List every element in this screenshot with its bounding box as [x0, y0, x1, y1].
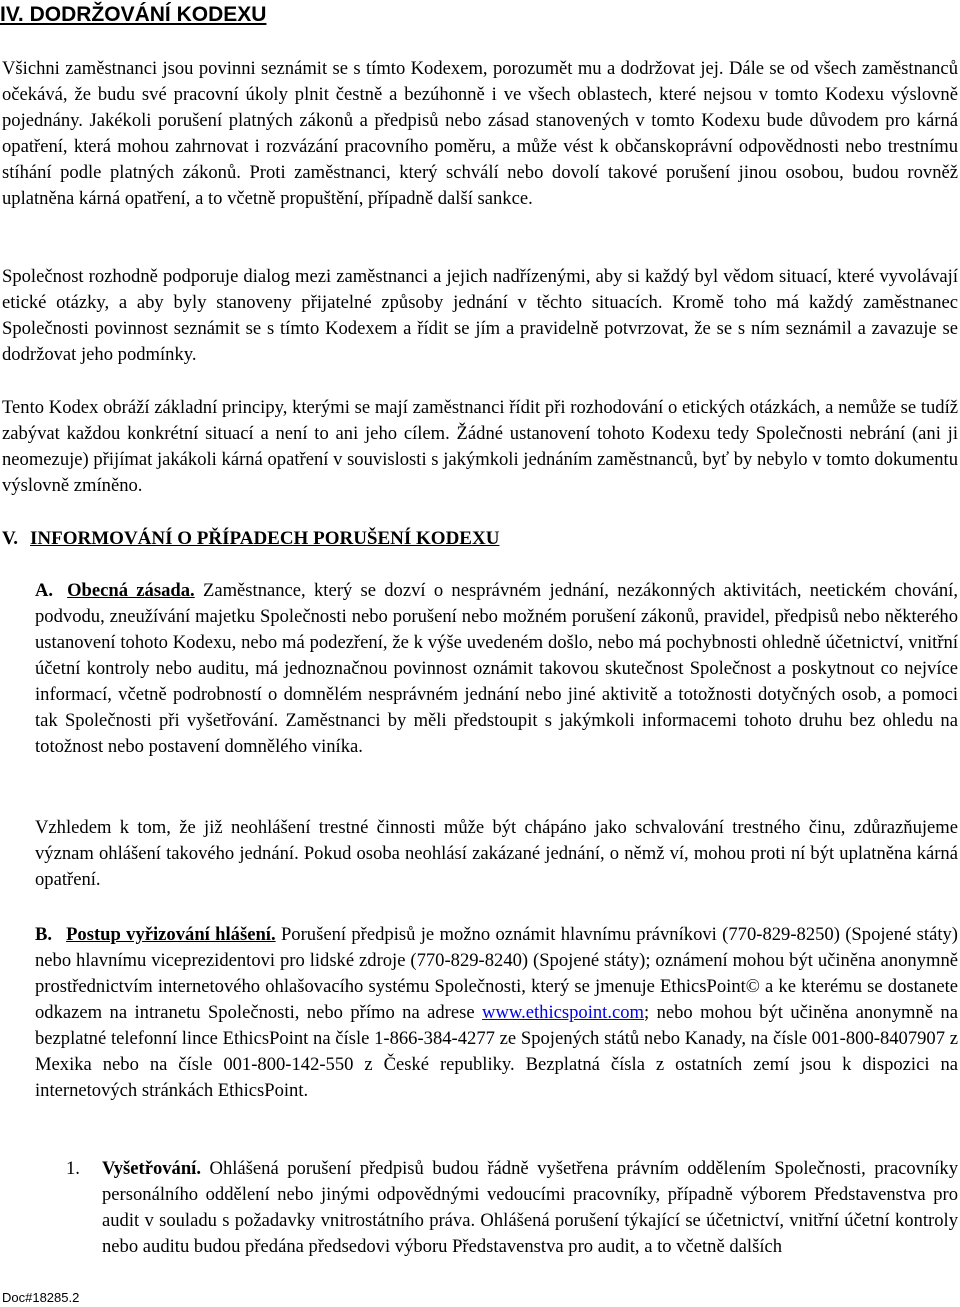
- ethicspoint-link[interactable]: www.ethicspoint.com: [482, 1002, 644, 1023]
- subsection-b-label: B.: [35, 924, 53, 945]
- subsection-a-title: Obecná zásada.: [67, 580, 195, 601]
- list-item-text: Ohlášená porušení předpisů budou řádně vyšetřena právním oddělením Společnosti, pracovníky personálního oddělení nebo jinými odpovědnými vedoucími pracovníky, případně výborem Představenstva pro audit v souladu s požadavky vnitrostátního práva. Ohlášená porušení týkající se účetnictví, vnitřní účetní kontroly nebo auditu budou předána předsedovi výboru Představenstva pro audit, a to včetně dalších: [102, 1158, 958, 1257]
- subsection-a: [35, 578, 958, 760]
- section-v-title: INFORMOVÁNÍ O PŘÍPADECH PORUŠENÍ KODEXU: [30, 528, 500, 549]
- list-item-number: 1.: [66, 1158, 80, 1179]
- document-id: Doc#18285.2: [2, 1290, 80, 1305]
- subsection-b-title: Postup vyřizování hlášení.: [66, 924, 276, 945]
- subsection-b-text-1: Porušení předpisů je možno oznámit hlavnímu právníkovi (770-829-8250) (Spojené státy) nebo hlavnímu viceprezidentovi pro lidské zdroje (770-829-8240) (Spojené státy); oznámení mohou být učiněna anonymně prostřednictvím internetového ohlašovacího systému Společnosti, který se jmenuje EthicsPoint© a ke kterému se dostanete odkazem na intranetu Společnosti, nebo přímo na adrese: [35, 924, 958, 1023]
- subsection-b: [35, 922, 958, 1104]
- list-item-body: [102, 1156, 958, 1260]
- subsection-a-label: A.: [35, 580, 54, 601]
- section-iv-heading: IV. DODRŽOVÁNÍ KODEXU: [0, 3, 267, 26]
- section-v-number: V.: [2, 528, 19, 549]
- paragraph-compliance-1: Všichni zaměstnanci jsou povinni seznámit se s tímto Kodexem, porozumět mu a dodržovat jej. Dále se od všech zaměstnanců očekává, že budu své pracovní úkoly plnit čestně a bezúhonně i ve všech oblastech, které nejsou v tomto Kodexu výslovně pojednány. Jakékoli porušení platných zákonů a předpisů nebo zásad stanovených v tomto Kodexu bude důvodem pro kárná opatření, která mohou zahrnovat i rozvázání pracovního poměru, a může vést k občanskoprávní odpovědnosti nebo trestnímu stíhání podle platných zákonů. Proti zaměstnanci, který schválí nebo dovolí takové porušení jinou osobou, budou rovněž uplatněna kárná opatření, a to včetně propuštění, případně další sankce.: [2, 58, 958, 209]
- paragraph-compliance-2: Společnost rozhodně podporuje dialog mezi zaměstnanci a jejich nadřízenými, aby si každý byl vědom situací, které vyvolávají etické otázky, a aby byly stanoveny přijatelné způsoby jednání v těchto situacích. Kromě toho má každý zaměstnanec Společnosti povinnost seznámit se s tímto Kodexem a řídit se jím a pravidelně potvrzovat, že se s ním seznámil a zavazuje se dodržovat jeho podmínky.: [2, 266, 958, 365]
- subsection-a-text: Zaměstnance, který se dozví o nesprávném jednání, nezákonných aktivitách, neetickém chování, podvodu, zneužívání majetku Společnosti nebo porušení nebo možném porušení zákonů, pravidel, předpisů nebo některého ustanovení tohoto Kodexu, nebo má podezření, že k výše uvedeném došlo, nebo má pochybnosti ohledně účetnictví, vnitřní účetní kontroly nebo auditu, má jednoznačnou povinnost oznámit takovou skutečnost Společnost a poskytnout co nejvíce informací, včetně podrobností o domnělém nesprávném jednání nebo jiné aktivitě a totožnosti dotyčných osob, a pomoci tak Společnosti při vyšetřování. Zaměstnanci by měli předstoupit s jakýmkoli informacemi tohoto druhu bez ohledu na totožnost nebo postavení domnělého viníka.: [35, 580, 958, 757]
- section-v-heading: [2, 525, 499, 553]
- subsection-b-text-2: ; nebo mohou být učiněna anonymně na bezplatné telefonní lince EthicsPoint na čísle 1-866-384-4277 ze Spojených států nebo Kanady, na čísle 001-800-8407907 z Mexika nebo na čísle 001-800-142-550 z České republiky. Bezplatná čísla z ostatních zemí jsou k dispozici na internetových stránkách EthicsPoint.: [35, 1002, 958, 1101]
- subsection-a-paragraph-2: Vzhledem k tom, že již neohlášení trestné činnosti může být chápáno jako schvalování trestného činu, zdůrazňujeme význam ohlášení takového jednání. Pokud osoba neohlásí zakázané jednání, o němž ví, mohou proti ní být uplatněna kárná opatření.: [35, 817, 958, 890]
- paragraph-compliance-3: Tento Kodex obráží základní principy, kterými se mají zaměstnanci řídit při rozhodování o etických otázkách, a nemůže se tudíž zabývat každou konkrétní situací a není to ani jeho cílem. Žádné ustanovení tohoto Kodexu tedy Společnosti nebrání (ani ji neomezuje) přijímat jakákoli kárná opatření v souvislosti s jakýmkoli jednáním zaměstnanců, byť by nebylo v tomto dokumentu výslovně zmíněno.: [2, 397, 958, 496]
- list-item-title: Vyšetřování.: [102, 1158, 201, 1179]
